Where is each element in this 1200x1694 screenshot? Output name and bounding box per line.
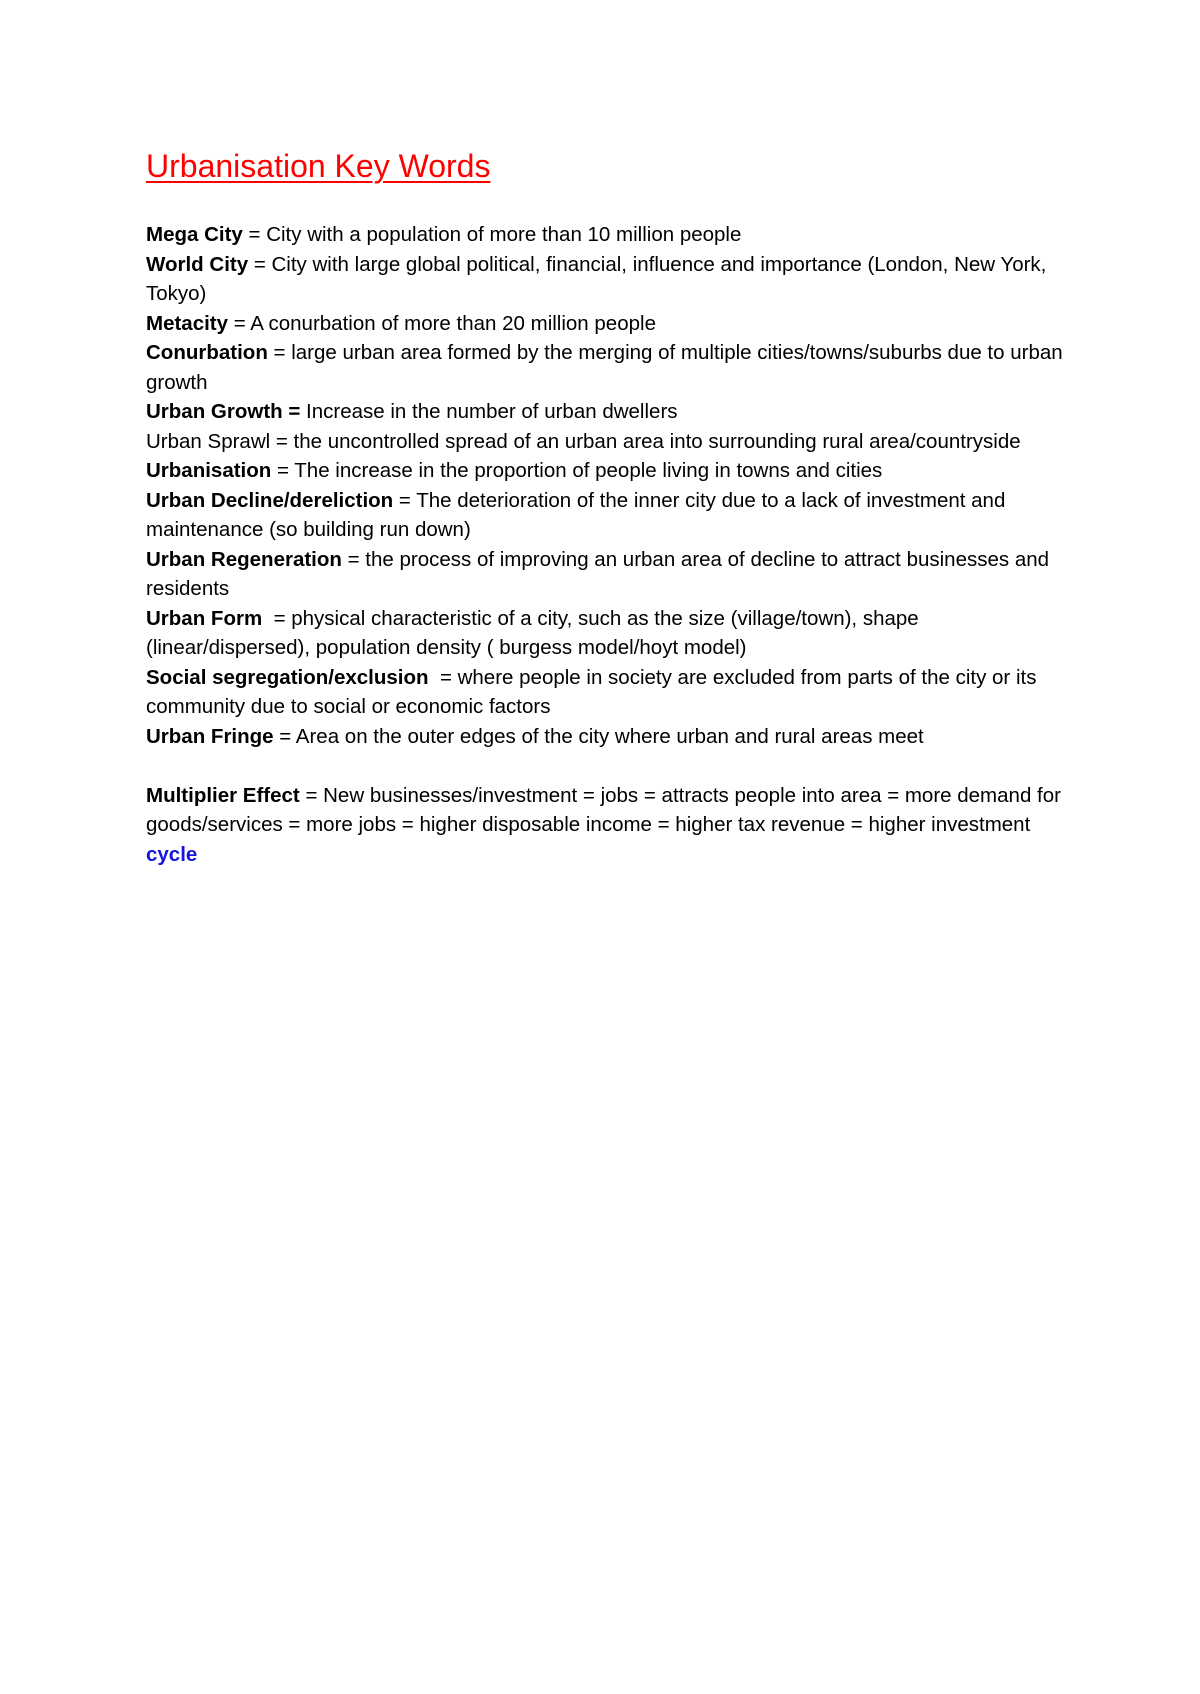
highlighted-word: cycle xyxy=(146,842,198,866)
definition-text: = large urban area formed by the merging of multiple cities/towns/suburbs due to urban growth xyxy=(146,341,1063,394)
definition-urban-sprawl xyxy=(146,427,1076,457)
definition-term: Mega City xyxy=(146,223,243,246)
definition-term: Multiplier Effect xyxy=(146,783,300,807)
definition-text: = City with large global political, financial, influence and importance (London, New York, Tokyo) xyxy=(146,252,1047,305)
definition-term: Urban Form xyxy=(146,606,263,630)
definitions-list xyxy=(146,220,1076,751)
definition-world-city xyxy=(146,250,1076,309)
document-page xyxy=(146,146,1076,869)
definition-term: Conurbation xyxy=(146,341,268,364)
definition-text: = physical characteristic of a city, such as the size (village/town), shape (linear/dispersed), population density ( burgess model/hoyt model) xyxy=(146,606,925,659)
definition-urban-growth xyxy=(146,397,1076,427)
definition-term: Urban Growth = xyxy=(146,400,301,423)
definition-text: Urban Sprawl = the uncontrolled spread of an urban area into surrounding rural area/countryside xyxy=(146,429,1021,453)
paragraph-spacer xyxy=(146,751,1076,781)
definition-text: = the process of improving an urban area of decline to attract businesses and residents xyxy=(146,547,1050,600)
definition-social-segregation xyxy=(146,663,1076,722)
definition-term: Urbanisation xyxy=(146,459,272,482)
definition-urban-decline xyxy=(146,486,1076,545)
definition-text: Increase in the number of urban dwellers xyxy=(300,400,678,423)
definition-urban-fringe xyxy=(146,722,1076,752)
definition-text: = The increase in the proportion of people living in towns and cities xyxy=(271,459,883,482)
definition-urban-regeneration xyxy=(146,545,1076,604)
definition-term: Urban Fringe xyxy=(146,724,274,748)
definition-multiplier-effect xyxy=(146,781,1076,870)
definition-text: = City with a population of more than 10 million people xyxy=(242,223,742,246)
definition-text: = The deterioration of the inner city due to a lack of investment and maintenance (so building run down) xyxy=(146,488,1006,541)
definition-text: = where people in society are excluded from parts of the city or its community due to social or economic factors xyxy=(146,665,1043,718)
definition-conurbation xyxy=(146,338,1076,397)
definition-term: Social segregation/exclusion xyxy=(146,665,429,689)
definition-term: Metacity xyxy=(146,311,229,335)
document-title: Urbanisation Key Words xyxy=(146,148,491,184)
definition-urbanisation xyxy=(146,456,1076,486)
definition-metacity xyxy=(146,309,1076,339)
definition-text: = New businesses/investment = jobs = attracts people into area = more demand for goods/services = more jobs = higher disposable income = higher tax revenue = higher investment xyxy=(146,783,1061,836)
definition-term: World City xyxy=(146,252,249,276)
definition-mega-city xyxy=(146,220,1076,250)
definition-term: Urban Regeneration xyxy=(146,547,342,571)
definition-text: = Area on the outer edges of the city where urban and rural areas meet xyxy=(273,724,924,748)
definition-urban-form xyxy=(146,604,1076,663)
definition-text: = A conurbation of more than 20 million people xyxy=(228,311,656,335)
definition-term: Urban Decline/dereliction xyxy=(146,488,394,512)
